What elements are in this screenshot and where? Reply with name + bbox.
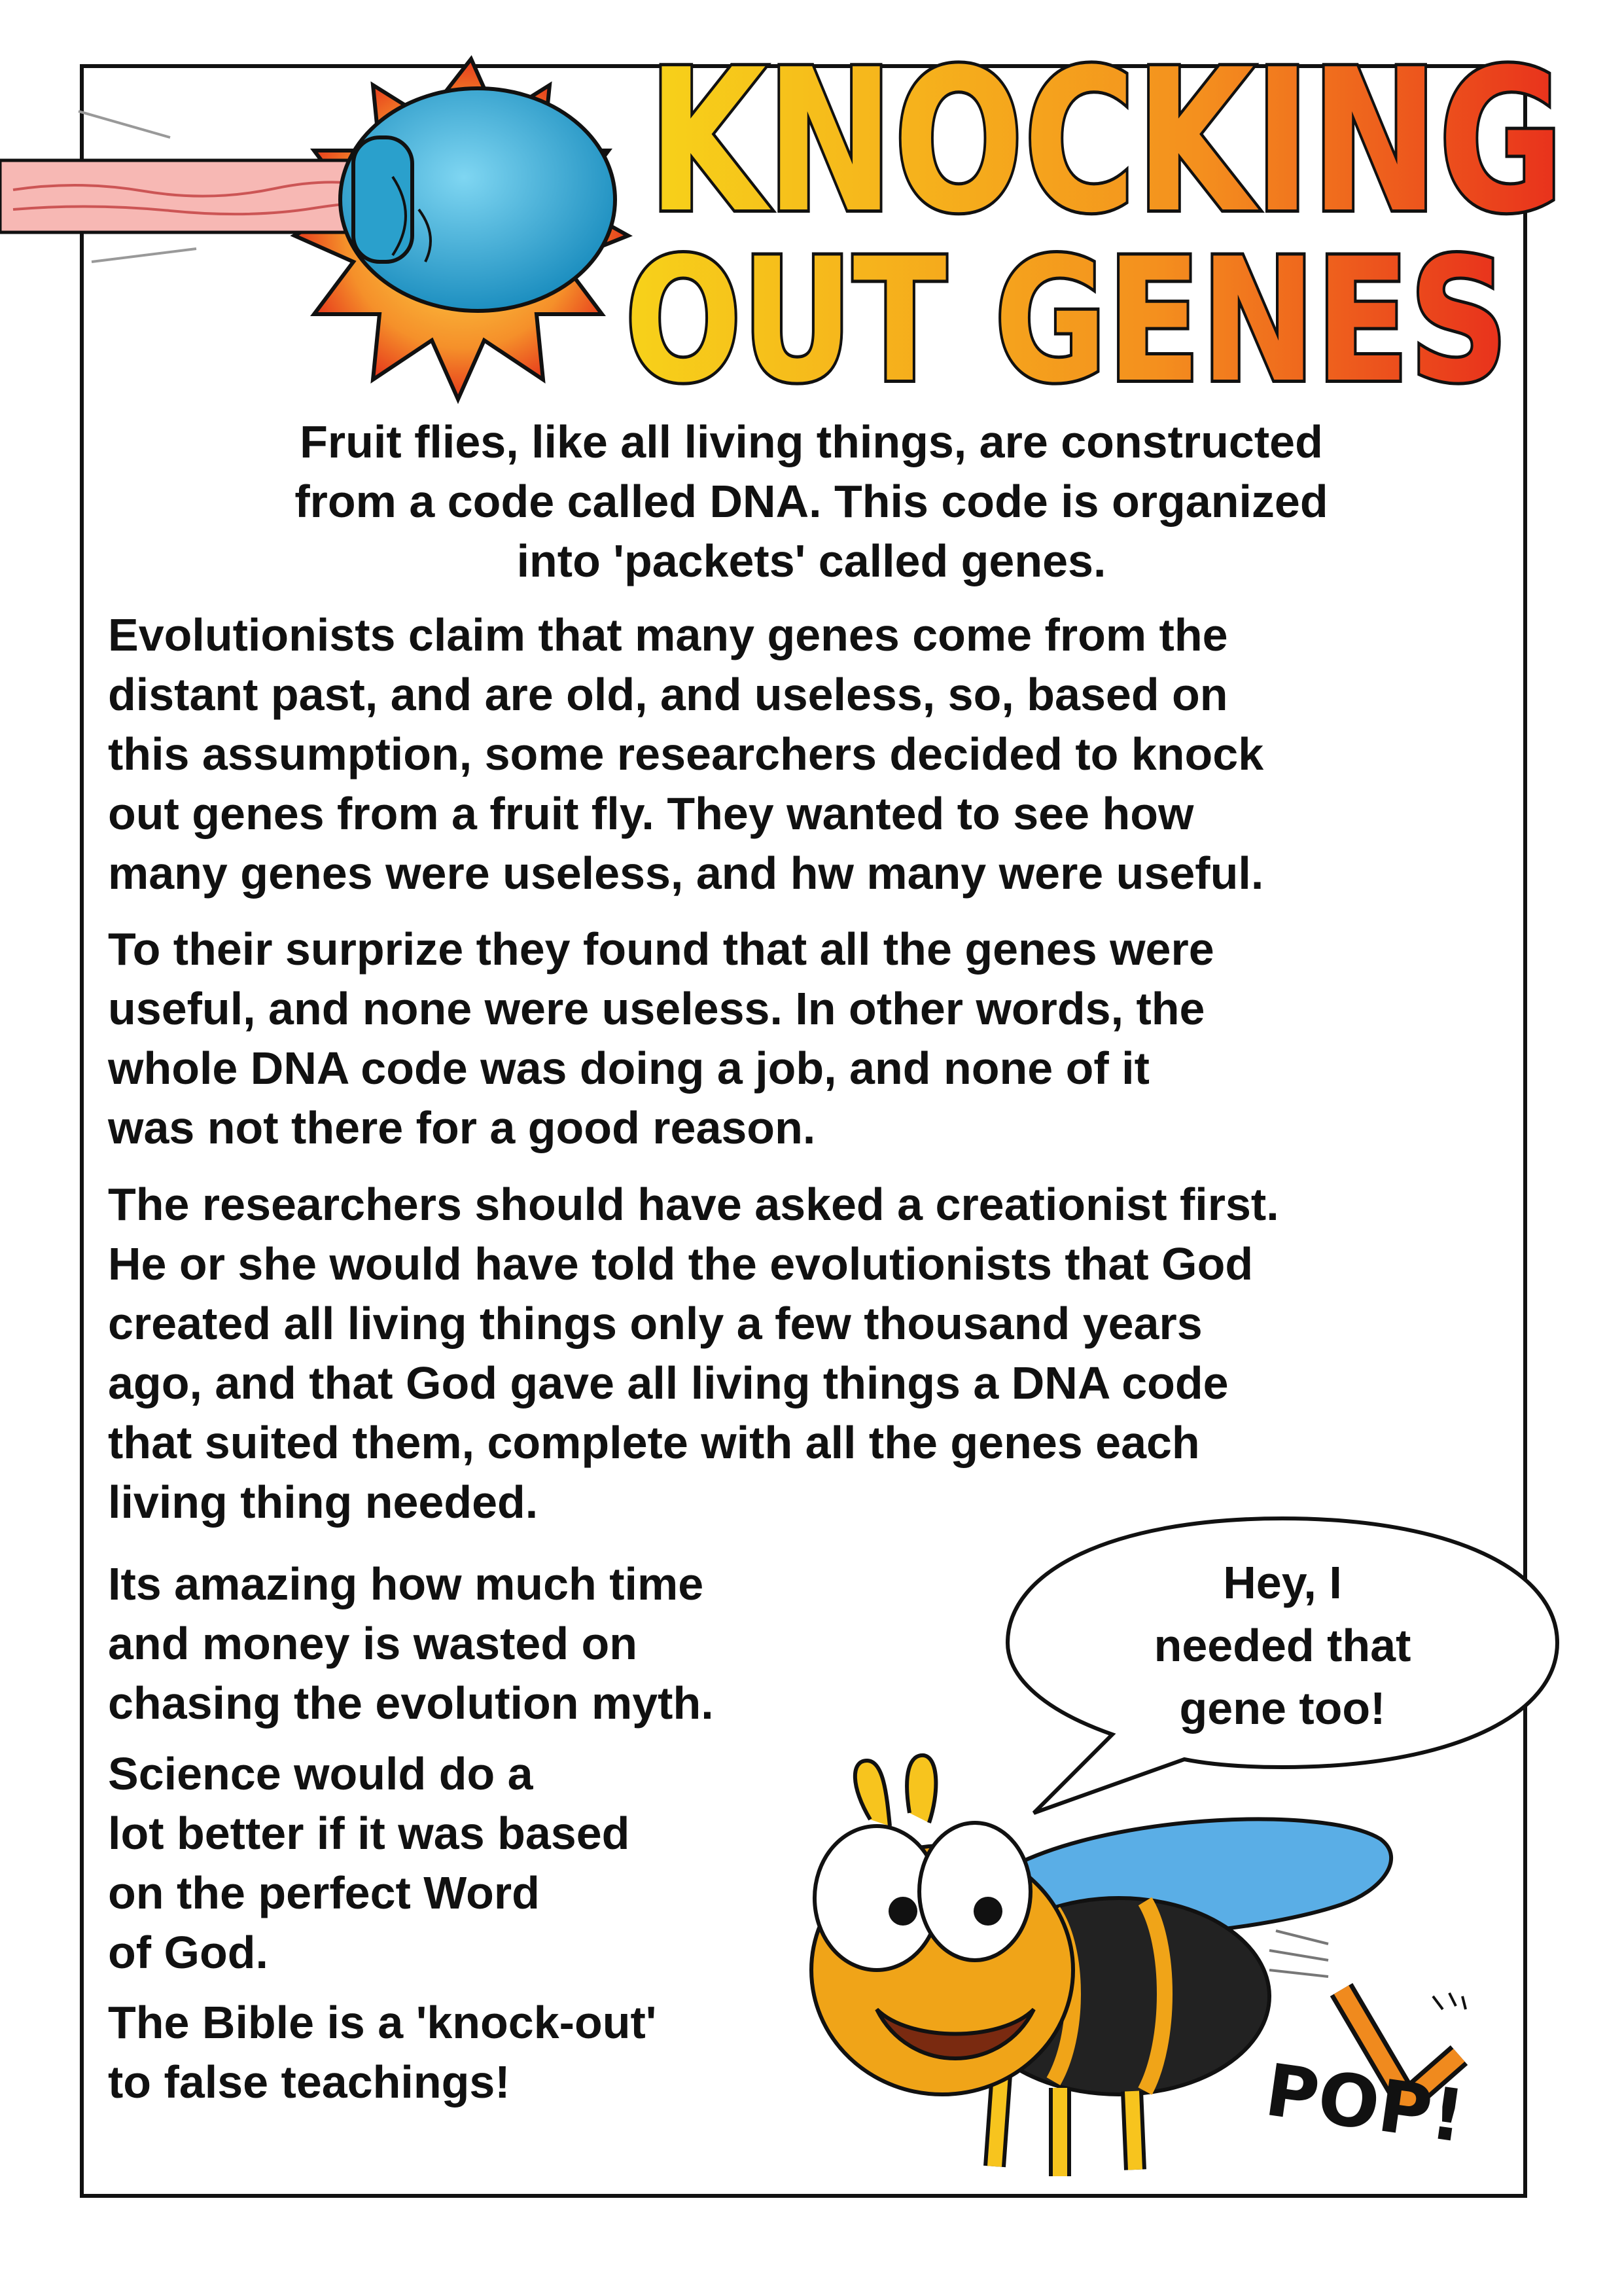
boxing-glove-icon: [340, 88, 615, 311]
pop-sound-effect: POP!: [1260, 2047, 1470, 2159]
paragraph-surprise: To their surprize they found that all the genes were useful, and none were useless. In other words, the whole DNA code was doing a job, and none of it was not there for a good reason.: [108, 924, 1214, 1153]
title-line-2: OUT GENES: [625, 223, 1508, 419]
paragraph-evolutionists-claim: Evolutionists claim that many genes come from the distant past, and are old, and useless, so, based on this assumption, some researchers decided to knock out genes from a fruit fly. They wanted to see how many genes were useless, and hw many were useful.: [108, 609, 1264, 899]
speech-bubble-text: Hey, I needed that gene too!: [1154, 1557, 1411, 1734]
paragraph-science: Science would do a lot better if it was based on the perfect Word of God.: [108, 1748, 630, 1978]
intro-paragraph: Fruit flies, like all living things, are constructed from a code called DNA. This code is organized into 'packets' called genes.: [294, 416, 1328, 586]
title-artwork: [0, 13, 1624, 419]
paragraph-wasted-money: Its amazing how much time and money is wasted on chasing the evolution myth.: [108, 1558, 714, 1729]
paragraph-knock-out: The Bible is a 'knock-out' to false teachings!: [108, 1997, 657, 2108]
paragraph-creationist: The researchers should have asked a creationist first. He or she would have told the evolutionists that God created all living things only a few thousand years ago, and that God gave all living things a DNA code that suited them, complete with all the genes each living thing needed.: [108, 1179, 1279, 1528]
fruit-fly-icon: [752, 1734, 1472, 2206]
title-line-1: KNOCKING: [648, 27, 1564, 256]
page-title: [625, 27, 1564, 419]
